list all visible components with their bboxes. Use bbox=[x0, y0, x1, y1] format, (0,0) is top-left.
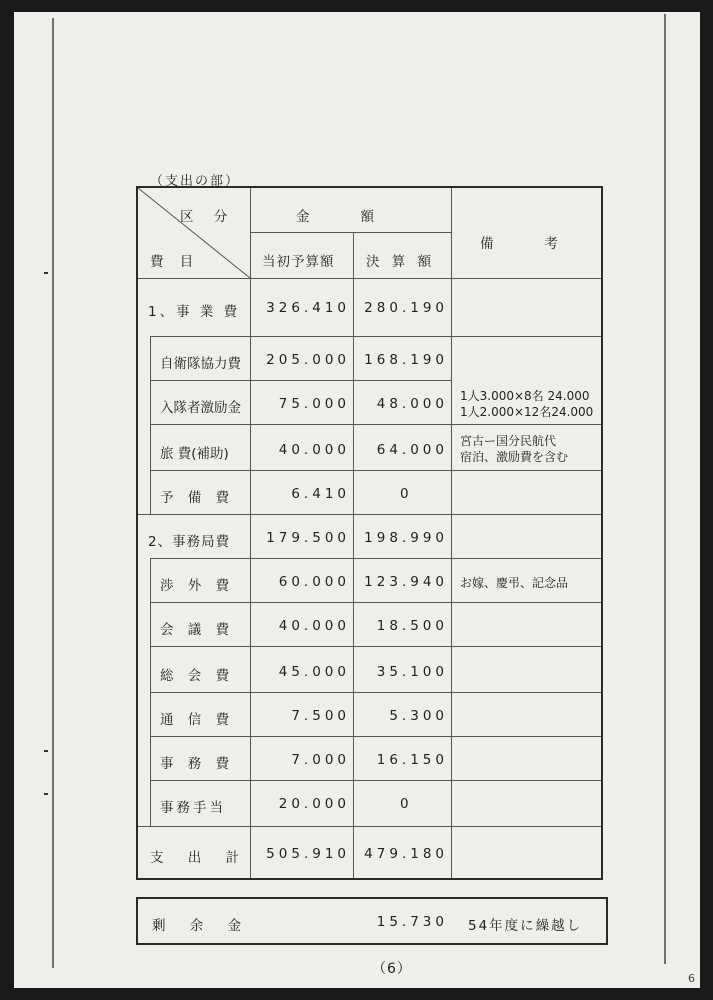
row-line bbox=[150, 380, 451, 381]
col-divider bbox=[250, 188, 251, 878]
row-actual: 16.150 bbox=[376, 752, 448, 768]
header-bottom-line bbox=[138, 278, 601, 279]
row-actual: 35.100 bbox=[376, 664, 448, 680]
row-line bbox=[150, 470, 601, 471]
row-budget: 45.000 bbox=[278, 664, 350, 680]
row-line bbox=[150, 602, 601, 603]
col-divider bbox=[451, 188, 452, 878]
margin-dot bbox=[44, 272, 48, 274]
row-label: 事務手当 bbox=[160, 800, 226, 816]
row-line bbox=[150, 736, 601, 737]
row-budget: 179.500 bbox=[266, 530, 350, 546]
header-remarks: 備 考 bbox=[480, 236, 566, 252]
row-line bbox=[150, 780, 601, 781]
row-budget: 75.000 bbox=[278, 396, 350, 412]
row-actual: 280.190 bbox=[364, 300, 448, 316]
row-label: 予 備 費 bbox=[160, 490, 235, 506]
row-note: 1人2.000×12名24.000 bbox=[460, 405, 594, 419]
row-note: 1人3.000×8名 24.000 bbox=[460, 389, 590, 403]
margin-dot bbox=[44, 750, 48, 752]
corner-mark: 6 bbox=[688, 972, 695, 985]
row-budget: 326.410 bbox=[266, 300, 350, 316]
row-actual: 0 bbox=[400, 796, 409, 812]
indent-line bbox=[150, 336, 151, 514]
row-label: 1、事 業 費 bbox=[148, 304, 241, 320]
row-label: 通 信 費 bbox=[160, 712, 235, 728]
row-note: お嫁、慶弔、記念品 bbox=[460, 576, 569, 590]
indent-line bbox=[150, 558, 151, 826]
header-division: 区 分 bbox=[180, 209, 236, 225]
row-actual: 5.300 bbox=[389, 708, 448, 724]
row-line bbox=[138, 826, 601, 827]
row-line bbox=[150, 336, 601, 337]
row-budget: 40.000 bbox=[278, 618, 350, 634]
row-budget: 7.500 bbox=[291, 708, 350, 724]
row-actual: 64.000 bbox=[376, 442, 448, 458]
header-amount: 金 額 bbox=[296, 209, 382, 225]
row-line bbox=[150, 424, 601, 425]
row-line bbox=[150, 646, 601, 647]
row-actual: 123.940 bbox=[364, 574, 448, 590]
row-label: 入隊者激励金 bbox=[160, 400, 241, 416]
right-margin-line bbox=[664, 14, 666, 964]
total-actual: 479.180 bbox=[364, 846, 448, 862]
page-number: （6） bbox=[372, 961, 412, 977]
row-actual: 168.190 bbox=[364, 352, 448, 368]
row-note: 宮古ー国分民航代 bbox=[460, 434, 557, 448]
row-note: 宿泊、激励費を含む bbox=[460, 450, 569, 464]
row-label: 自衛隊協力費 bbox=[160, 356, 241, 372]
row-actual: 0 bbox=[400, 486, 409, 502]
row-line bbox=[150, 692, 601, 693]
row-line bbox=[150, 558, 601, 559]
header-item: 費 目 bbox=[150, 254, 200, 270]
row-line bbox=[138, 514, 601, 515]
balance-label: 剰 余 金 bbox=[152, 918, 252, 934]
row-label: 渉 外 費 bbox=[160, 578, 235, 594]
col-divider bbox=[353, 232, 354, 878]
row-budget: 40.000 bbox=[278, 442, 350, 458]
row-actual: 48.000 bbox=[376, 396, 448, 412]
header-divider bbox=[250, 232, 451, 233]
row-budget: 60.000 bbox=[278, 574, 350, 590]
total-label: 支 出 計 bbox=[150, 850, 250, 866]
row-label: 事 務 費 bbox=[160, 756, 235, 772]
row-budget: 205.000 bbox=[266, 352, 350, 368]
row-label: 総 会 費 bbox=[160, 668, 235, 684]
balance-note: 54年度に繰越し bbox=[468, 918, 583, 934]
header-budget: 当初予算額 bbox=[262, 254, 335, 270]
header-actual: 決 算 額 bbox=[366, 254, 436, 270]
total-budget: 505.910 bbox=[266, 846, 350, 862]
row-budget: 7.000 bbox=[291, 752, 350, 768]
row-budget: 6.410 bbox=[291, 486, 350, 502]
balance-amount: 15.730 bbox=[376, 914, 448, 930]
row-actual: 198.990 bbox=[364, 530, 448, 546]
row-label: 会 議 費 bbox=[160, 622, 235, 638]
left-margin-line bbox=[52, 18, 54, 968]
row-budget: 20.000 bbox=[278, 796, 350, 812]
row-actual: 18.500 bbox=[376, 618, 448, 634]
row-label: 旅 費(補助) bbox=[160, 446, 229, 462]
section-title: （支出の部） bbox=[150, 174, 241, 189]
row-label: 2、事務局費 bbox=[148, 534, 231, 550]
margin-dot bbox=[44, 793, 48, 795]
